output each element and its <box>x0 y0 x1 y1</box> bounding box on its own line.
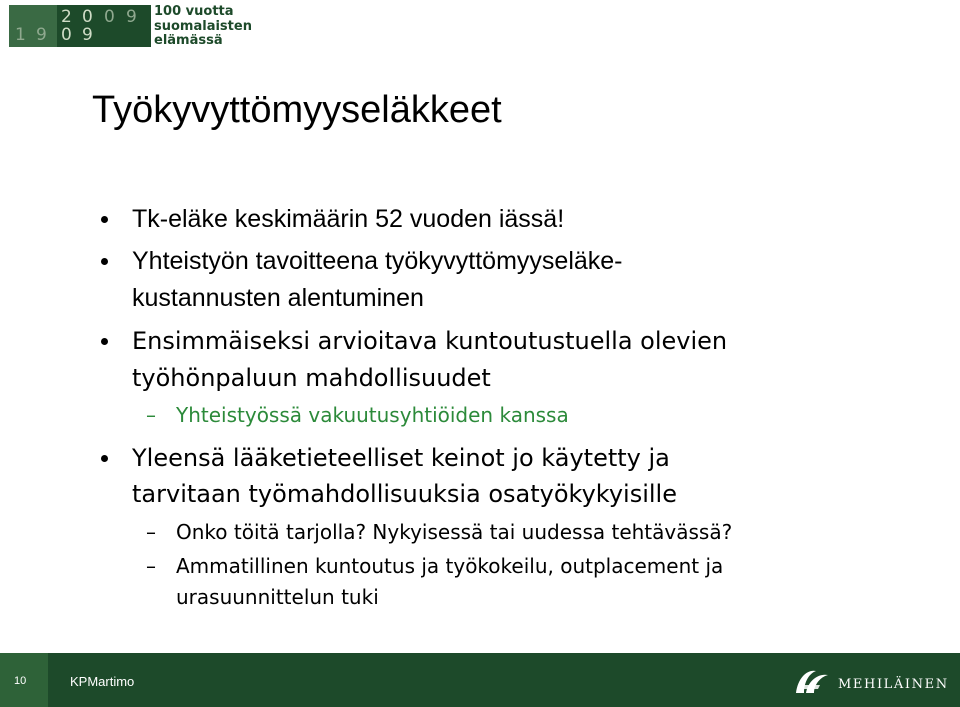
logo-digit: 0 <box>61 25 72 45</box>
bullet-icon <box>101 338 108 345</box>
dash-icon: – <box>146 520 156 544</box>
logo-digit: 9 <box>82 25 93 45</box>
bullet-item-continuation <box>132 362 491 394</box>
logo-caption-line: 100 vuotta <box>154 4 234 19</box>
sub-item <box>176 518 732 546</box>
footer-author: KPMartimo <box>70 674 135 689</box>
logo-caption-line: suomalaisten <box>154 18 252 34</box>
sub-item <box>176 401 569 429</box>
anniversary-logo <box>9 5 151 47</box>
bullet-item <box>132 442 670 474</box>
bullet-item-continuation <box>132 282 424 314</box>
bullet-text: Yhteistyön tavoitteena työkyvyttömyyseläke- <box>132 247 623 275</box>
bullet-item <box>132 245 623 277</box>
dash-icon: – <box>146 554 156 578</box>
logo-digit: 0 <box>104 7 115 27</box>
bullet-text: Ensimmäiseksi arvioitava kuntoutustuella olevien <box>132 327 728 355</box>
sub-item-text: Onko töitä tarjolla? Nykyisessä tai uudessa tehtävässä? <box>176 520 733 544</box>
bullet-text: Yleensä lääketieteelliset keinot jo käytetty ja <box>132 444 670 472</box>
logo-digit: 1 <box>15 25 26 45</box>
sub-item <box>176 552 723 580</box>
slide-title: Työkyvyttömyyseläkkeet <box>92 89 502 131</box>
bullet-item <box>132 325 727 357</box>
bullet-icon <box>101 455 108 462</box>
brand-name: MEHILÄINEN <box>838 677 949 692</box>
mehilainen-emblem-icon <box>790 663 834 699</box>
bullet-icon <box>101 258 108 265</box>
brand-logo <box>790 663 950 699</box>
logo-caption <box>154 5 252 49</box>
bullet-text: kustannusten alentuminen <box>132 284 424 312</box>
page-number: 10 <box>14 675 27 687</box>
logo-digit: 0 <box>82 7 93 27</box>
page-number-box <box>0 653 48 707</box>
bullet-item-continuation <box>132 478 677 510</box>
sub-item-text: urasuunnittelun tuki <box>176 585 379 609</box>
logo-caption-line: elämässä <box>154 33 223 48</box>
logo-digit: 9 <box>126 7 137 27</box>
sub-item-continuation <box>176 583 379 611</box>
bullet-item <box>132 203 564 235</box>
slide-footer <box>0 653 960 707</box>
sub-item-text: Ammatillinen kuntoutus ja työkokeilu, outplacement ja <box>176 554 724 578</box>
bullet-text: tarvitaan työmahdollisuuksia osatyökykyisille <box>132 480 677 508</box>
logo-digit: 2 <box>61 7 72 27</box>
bullet-text: työhönpaluun mahdollisuudet <box>132 364 491 392</box>
bullet-text: Tk-eläke keskimäärin 52 vuoden iässä! <box>132 205 565 233</box>
logo-digit: 9 <box>36 25 47 45</box>
bullet-icon <box>101 216 108 223</box>
sub-item-text: Yhteistyössä vakuutusyhtiöiden kanssa <box>176 403 569 427</box>
dash-icon: – <box>146 403 156 427</box>
